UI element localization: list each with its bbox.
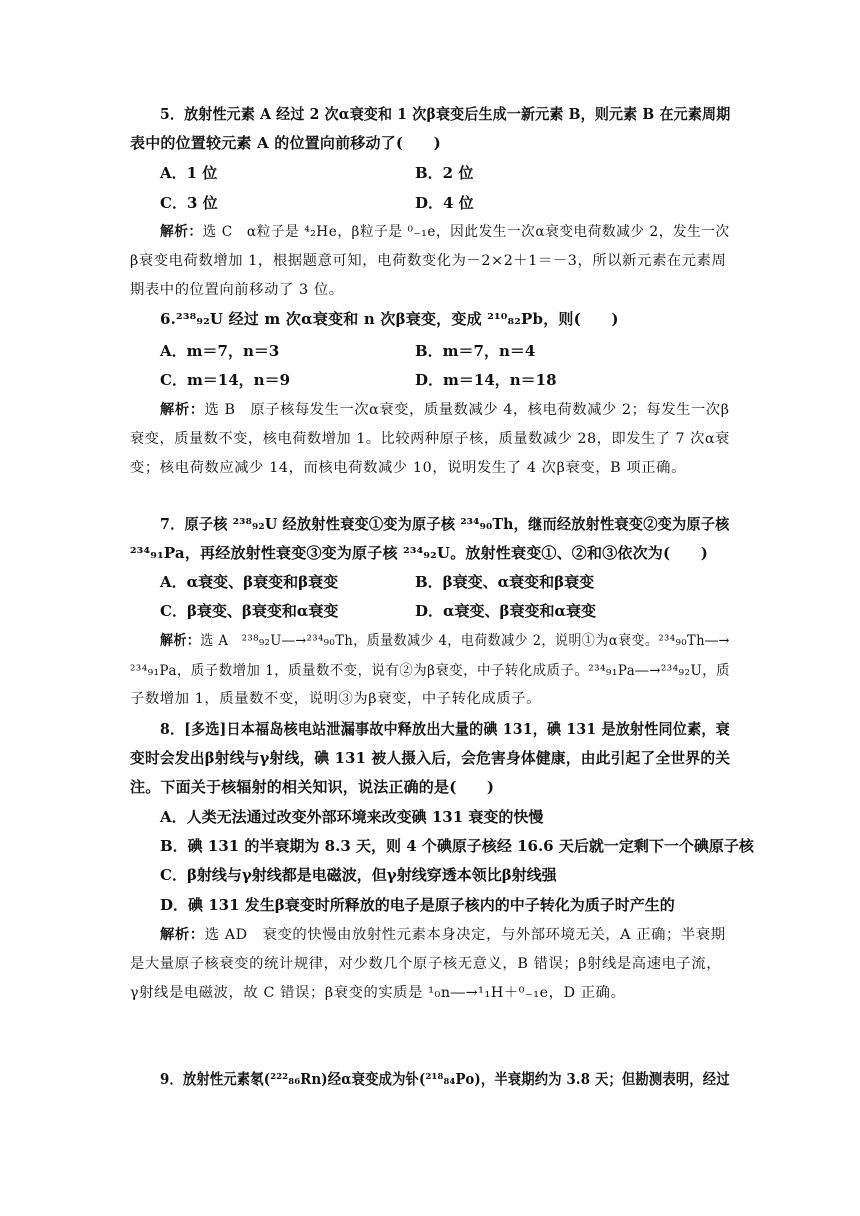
q5-option-a: A．1 位 — [160, 164, 218, 182]
q5-solution-label: 解析： — [160, 224, 203, 240]
q6-option-a: A．m＝7，n＝3 — [160, 342, 280, 360]
q5-option-b: B．2 位 — [415, 164, 474, 182]
q8-stem-line-1: 8．[多选]日本福岛核电站泄漏事故中释放出大量的碘 131，碘 131 是放射性同位素，衰 — [160, 720, 730, 738]
q6-solution-label: 解析： — [160, 402, 205, 418]
q8-solution-line-2: 是大量原子核衰变的统计规律，对少数几个原子核无意义，B 错误；β射线是高速电子流， — [130, 956, 722, 972]
q8-option-c: C．β射线与γ射线都是电磁波，但γ射线穿透本领比β射线强 — [160, 866, 557, 884]
q8-stem-line-3: 注。下面关于核辐射的相关知识，说法正确的是( ) — [130, 778, 495, 796]
q7-option-a: A．α衰变、β衰变和β衰变 — [160, 573, 339, 591]
q6-option-d: D．m＝14，n＝18 — [415, 371, 557, 389]
q8-option-b: B．碘 131 的半衰期为 8.3 天，则 4 个碘原子核经 16.6 天后就一定剩下一个碘原子核 — [160, 837, 754, 855]
q6-stem-line-1: 6.²³⁸₉₂U 经过 m 次α衰变和 n 次β衰变，变成 ²¹⁰₈₂Pb，则( ) — [160, 310, 619, 328]
q6-option-c: C．m＝14，n＝9 — [160, 371, 291, 389]
q7-solution-line-2: ²³⁴₉₁Pa，质子数增加 1，质量数不变，说有②为β衰变，中子转化成质子。²³⁴₉₁Pa―→²³⁴₉₂U，质 — [130, 663, 731, 679]
q7-stem-line-2: ²³⁴₉₁Pa，再经放射性衰变③变为原子核 ²³⁴₉₂U。放射性衰变①、②和③依次为( ) — [130, 544, 708, 562]
q9-stem-line-1: 9．放射性元素氡(²²²₈₆Rn)经α衰变成为钋(²¹⁸₈₄Po)，半衰期约为 3.8 天；但勘测表明，经过 — [160, 1070, 730, 1088]
q5-solution-text-1: 选 C α粒子是 ⁴₂He，β粒子是 ⁰₋₁e，因此发生一次α衰变电荷数减少 2，发生一次 — [202, 224, 730, 240]
q7-option-b: B．β衰变、α衰变和β衰变 — [415, 573, 595, 591]
q5-solution-line-3: 期表中的位置向前移动了 3 位。 — [130, 282, 344, 298]
q6-solution-line-2: 衰变，质量数不变，核电荷数增加 1。比较两种原子核，质量数减少 28，即发生了 7 次α衰 — [130, 431, 730, 447]
q6-solution-text-1: 选 B 原子核每发生一次α衰变，质量数减少 4，核电荷数减少 2；每发生一次β — [204, 402, 730, 418]
q7-option-c: C．β衰变、β衰变和α衰变 — [160, 602, 339, 620]
q7-option-d: D．α衰变、β衰变和α衰变 — [415, 602, 597, 620]
q5-option-c: C．3 位 — [160, 194, 218, 212]
q5-solution-line-2: β衰变电荷数增加 1，根据题意可知，电荷数变化为－2×2＋1＝－3，所以新元素在元素周 — [130, 253, 727, 269]
q8-solution-label: 解析： — [160, 927, 205, 943]
q8-solution-line-1 — [160, 924, 730, 946]
q5-stem-line-1: 5．放射性元素 A 经过 2 次α衰变和 1 次β衰变后生成一新元素 B，则元素 B 在元素周期 — [160, 105, 731, 123]
q5-stem-line-2: 表中的位置较元素 A 的位置向前移动了( ) — [130, 134, 441, 152]
q5-solution-line-1 — [160, 221, 730, 243]
q7-solution-line-1 — [160, 630, 730, 652]
q5-option-d: D．4 位 — [415, 194, 474, 212]
q8-option-d: D．碘 131 发生β衰变时所释放的电子是原子核内的中子转化为质子时产生的 — [160, 896, 675, 914]
q8-stem-line-2: 变时会发出β射线与γ射线，碘 131 被人摄入后，会危害身体健康，由此引起了全世界的关 — [130, 749, 731, 767]
q7-solution-label: 解析： — [160, 633, 201, 649]
q8-solution-text-1: 选 AD 衰变的快慢由放射性元素本身决定，与外部环境无关，A 正确；半衰期 — [204, 927, 726, 943]
q6-solution-line-1 — [160, 399, 728, 421]
q6-option-b: B．m＝7，n＝4 — [415, 342, 536, 360]
q7-solution-line-3: 子数增加 1，质量数不变，说明③为β衰变，中子转化成质子。 — [130, 691, 542, 707]
q7-solution-text-1: 选 A ²³⁸₉₂U―→²³⁴₉₀Th，质量数减少 4，电荷数减少 2，说明①为α衰变。²³⁴₉₀Th―→ — [200, 633, 730, 649]
q8-solution-line-3: γ射线是电磁波，故 C 错误；β衰变的实质是 ¹₀n―→¹₁H＋⁰₋₁e，D 正确。 — [130, 985, 626, 1001]
q6-solution-line-3: 变；核电荷数应减少 14，而核电荷数减少 10，说明发生了 4 次β衰变，B 项正确。 — [130, 460, 686, 476]
q8-option-a: A．人类无法通过改变外部环境来改变碘 131 衰变的快慢 — [160, 808, 544, 826]
q7-stem-line-1: 7．原子核 ²³⁸₉₂U 经放射性衰变①变为原子核 ²³⁴₉₀Th，继而经放射性衰变②变为原子核 — [160, 515, 730, 533]
